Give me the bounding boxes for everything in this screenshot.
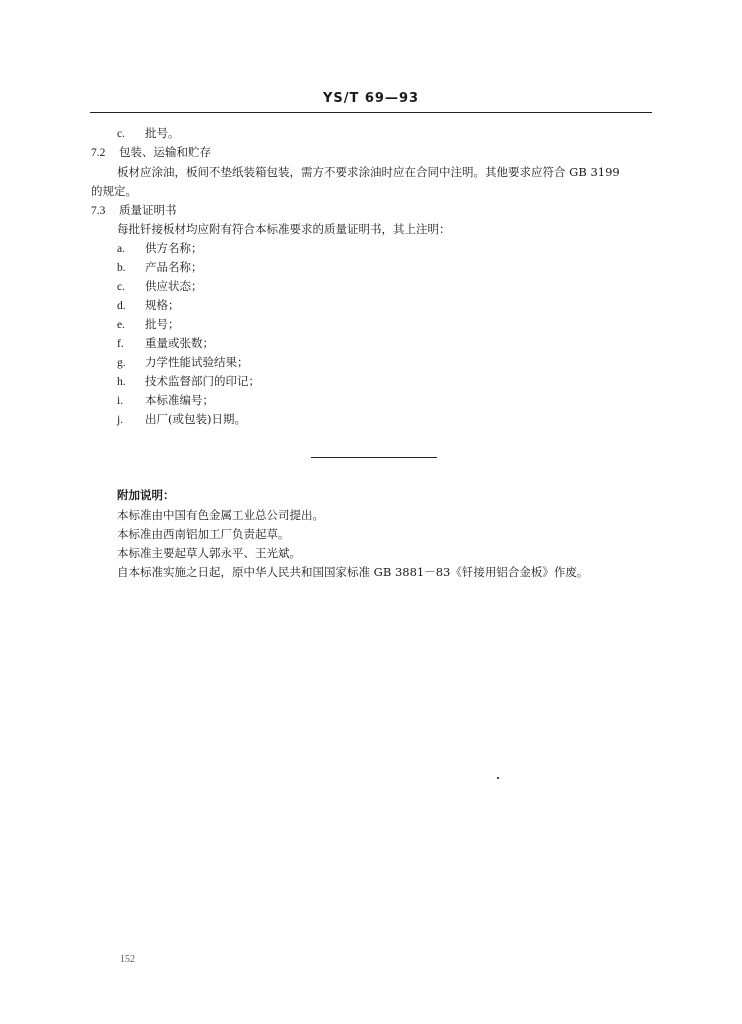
item-text: 产品名称； xyxy=(145,260,203,274)
item-text: 批号； xyxy=(145,317,180,331)
item-text: 出厂(或包装)日期。 xyxy=(145,412,246,426)
list-item xyxy=(117,411,246,428)
item-letter: c. xyxy=(117,128,125,140)
item-letter: h. xyxy=(117,376,126,388)
appendix-line: 本标准主要起草人郭永平、王光斌。 xyxy=(117,546,301,560)
item-letter: c. xyxy=(117,281,125,293)
section-heading-7-3 xyxy=(91,202,177,219)
list-item xyxy=(117,354,249,371)
section-title: 质量证明书 xyxy=(119,203,177,217)
list-item xyxy=(117,278,203,295)
item-letter: i. xyxy=(117,395,124,407)
item-text: 力学性能试验结果； xyxy=(145,355,249,369)
paragraph-line: 每批钎接板材均应附有符合本标准要求的质量证明书，其上注明： xyxy=(117,222,451,236)
item-letter: f. xyxy=(117,338,124,350)
list-item xyxy=(117,240,203,257)
appendix-line: 本标准由中国有色金属工业总公司提出。 xyxy=(117,508,324,522)
item-text: 本标准编号； xyxy=(145,393,214,407)
item-letter: d. xyxy=(117,300,126,312)
scan-speck xyxy=(497,777,499,779)
section-heading-7-2 xyxy=(91,144,211,161)
item-letter: e. xyxy=(117,319,125,331)
section-divider xyxy=(311,457,437,458)
list-item xyxy=(117,125,180,142)
list-item xyxy=(117,373,260,390)
paragraph-line: 的规定。 xyxy=(91,184,137,198)
list-item xyxy=(117,392,214,409)
paragraph-line: 板材应涂油，板间不垫纸装箱包装，需方不要求涂油时应在合同中注明。其他要求应符合 GB 3199 xyxy=(117,165,620,179)
item-text: 批号。 xyxy=(145,126,180,140)
list-item xyxy=(117,316,180,333)
item-text: 供方名称； xyxy=(145,241,203,255)
header-rule xyxy=(90,112,652,113)
list-item xyxy=(117,335,214,352)
item-letter: g. xyxy=(117,357,126,369)
list-item xyxy=(117,259,203,276)
item-letter: b. xyxy=(117,262,126,274)
appendix-line: 本标准由西南铝加工厂负责起草。 xyxy=(117,527,290,541)
list-item xyxy=(117,297,180,314)
item-letter: a. xyxy=(117,243,125,255)
section-title: 包装、运输和贮存 xyxy=(119,145,211,159)
section-number: 7.2 xyxy=(91,147,106,159)
item-text: 技术监督部门的印记； xyxy=(145,374,260,388)
item-text: 供应状态； xyxy=(145,279,203,293)
item-text: 规格； xyxy=(145,298,180,312)
item-text: 重量或张数； xyxy=(145,336,214,350)
item-letter: j. xyxy=(117,414,124,426)
appendix-title: 附加说明： xyxy=(117,488,175,502)
standard-number-header: YS/T 69—93 xyxy=(322,91,420,106)
appendix-line: 自本标准实施之日起，原中华人民共和国国家标准 GB 3881－83《钎接用铝合金板》作废。 xyxy=(117,565,589,579)
page-number: 152 xyxy=(120,954,135,965)
section-number: 7.3 xyxy=(91,205,106,217)
